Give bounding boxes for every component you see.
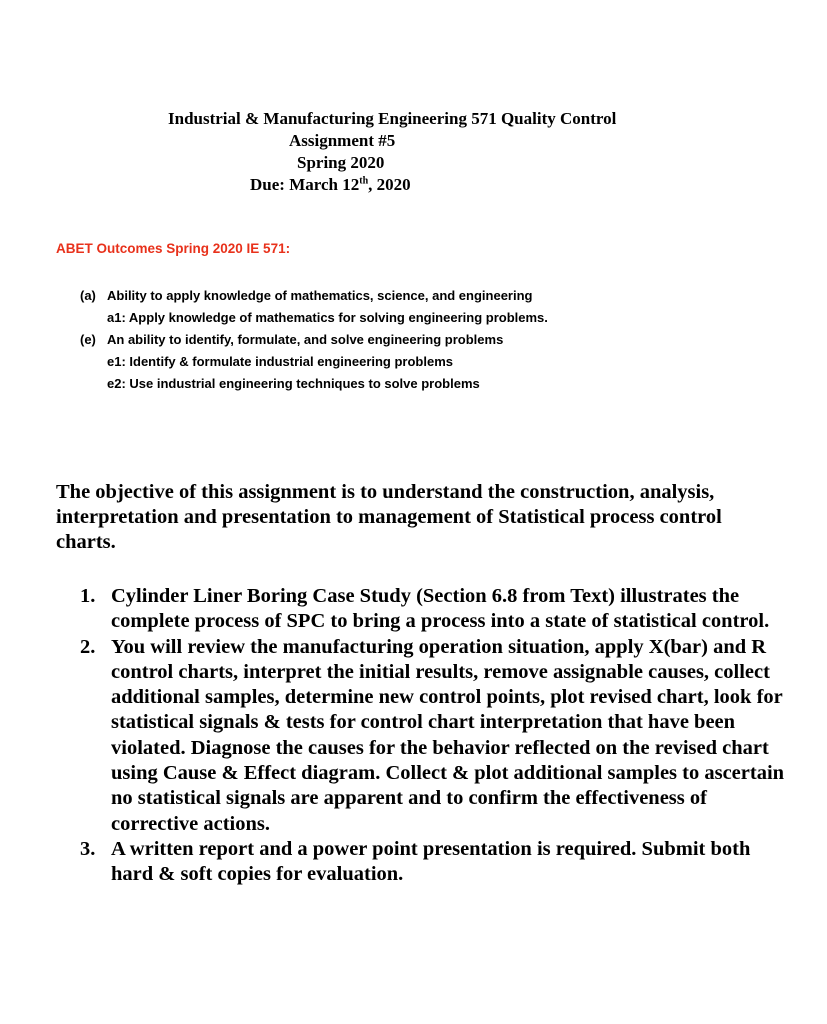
outcome-marker: (e) <box>80 332 96 347</box>
sub-outcome: e1: Identify & formulate industrial engineering problems <box>107 354 453 369</box>
task-number: 2. <box>80 635 96 658</box>
course-title: Industrial & Manufacturing Engineering 571 Quality Control <box>168 109 617 128</box>
due-date-suffix: , 2020 <box>368 175 411 194</box>
outcome-marker: (a) <box>80 288 96 303</box>
due-date-superscript: th <box>359 175 369 187</box>
task-text: You will review the manufacturing operation situation, apply X(bar) and R control charts, interpret the initial results, remove assignable causes, collect additional samples, determine new control points, plot revised chart, look for statistical signals & tests for control chart interpretation that have been violated. Diagnose the causes for the behavior reflected on the revised chart using Cause & Effect diagram. Collect & plot additional samples to ascertain no statistical signals are apparent and to confirm the effectiveness of corrective actions. <box>111 635 785 835</box>
sub-outcome: a1: Apply knowledge of mathematics for solving engineering problems. <box>107 310 548 325</box>
task-item <box>56 837 796 888</box>
task-number: 1. <box>80 585 96 607</box>
task-text: Cylinder Liner Boring Case Study (Section 6.8 from Text) illustrates the complete process of SPC to bring a process into a state of statistical control. <box>111 585 770 633</box>
objective-paragraph: The objective of this assignment is to understand the construction, analysis, interpretation and presentation to management of Statistical process control charts. <box>56 481 722 553</box>
due-date <box>250 174 411 196</box>
outcome-item <box>80 285 780 307</box>
abet-outcomes-heading: ABET Outcomes Spring 2020 IE 571: <box>56 241 291 256</box>
task-list <box>56 584 796 888</box>
abet-outcomes-list <box>80 285 780 395</box>
outcome-text: An ability to identify, formulate, and solve engineering problems <box>107 332 504 347</box>
outcome-text: Ability to apply knowledge of mathematics, science, and engineering <box>107 288 533 303</box>
outcome-item <box>80 329 780 351</box>
assignment-number: Assignment #5 <box>289 131 396 150</box>
task-number: 3. <box>80 837 96 860</box>
sub-outcome: e2: Use industrial engineering techniques to solve problems <box>107 376 480 391</box>
task-text: A written report and a power point presentation is required. Submit both hard & soft copies for evaluation. <box>111 837 751 886</box>
due-date-prefix: Due: March 12 <box>250 175 360 194</box>
task-item <box>56 635 796 837</box>
term: Spring 2020 <box>297 153 385 172</box>
task-item <box>56 584 796 635</box>
